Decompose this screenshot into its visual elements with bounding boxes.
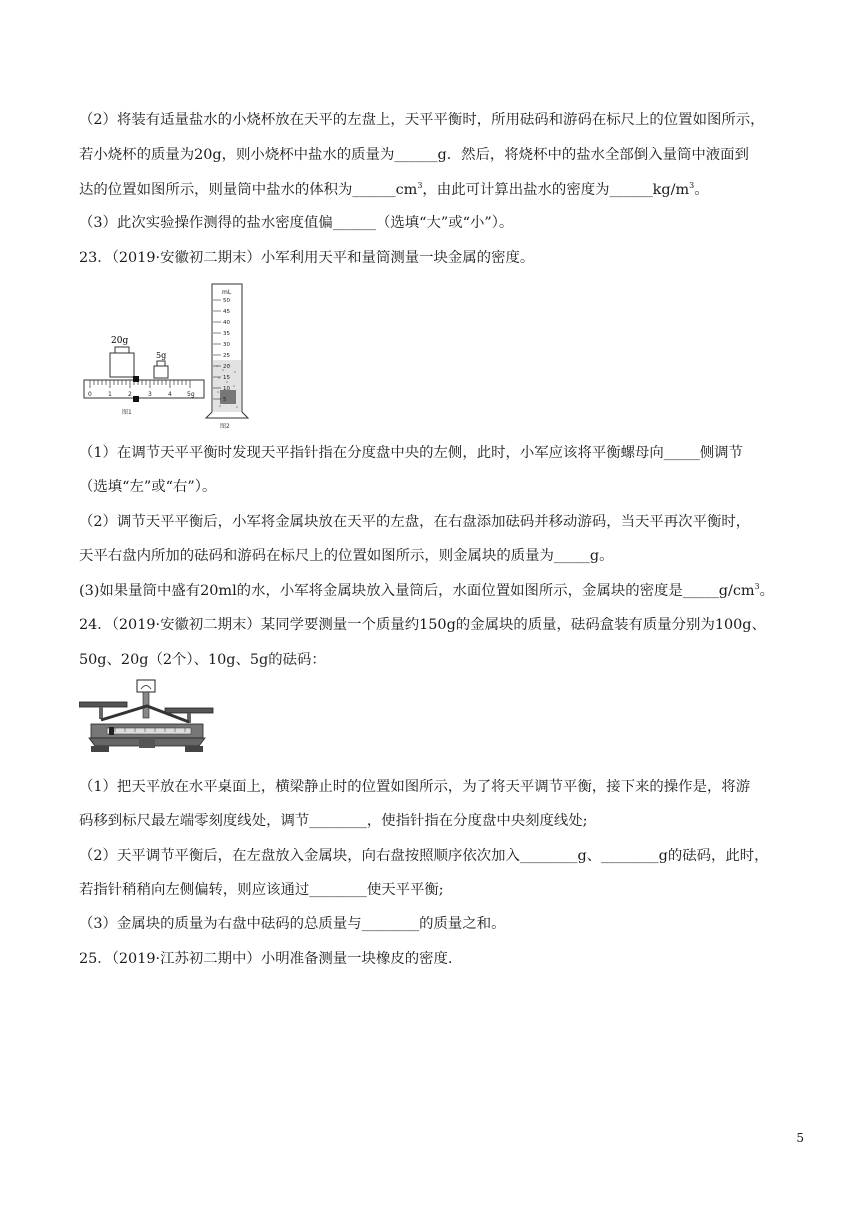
cylinder-tick-label: 50 (223, 298, 230, 304)
text-line: （1）把天平放在水平桌面上，横梁静止时的位置如图所示，为了将天平调节平衡，接下来的操作是，将游 (79, 779, 751, 795)
text-line: （3）金属块的质量为右盘中砝码的总质量与________的质量之和。 (79, 916, 506, 932)
text-line: 50g、20g（2个）、10g、5g的砝码： (79, 652, 326, 668)
balance-scale-and-cylinder-figure (82, 282, 252, 430)
scale-tick-label: 4 (168, 391, 172, 398)
scale-tick-label: 2 (128, 391, 132, 398)
text-line: （2）调节天平平衡后，小军将金属块放在天平的左盘，在右盘添加砝码并移动游码，当天平再次平衡时， (79, 514, 751, 530)
tray-balance-figure (79, 676, 215, 760)
cylinder-tick-label: 40 (223, 320, 230, 326)
text-line: 若指针稍稍向左侧偏转，则应该通过________使天平平衡; (79, 882, 444, 898)
text-line: 天平右盘内所加的砝码和游码在标尺上的位置如图所示，则金属块的质量为_____g。 (79, 548, 614, 564)
cylinder-tick-label: 25 (223, 353, 230, 359)
figure-caption: 图2 (220, 423, 230, 430)
text-line: （选填“左”或“右”）。 (79, 479, 217, 495)
balance-icon (79, 680, 213, 752)
cylinder-tick-label: 5 (223, 397, 227, 403)
text-line: 若小烧杯的质量为20g，则小烧杯中盐水的质量为______g．然后，将烧杯中的盐水全部倒入量筒中液面到 (79, 147, 749, 163)
text-line: (3)如果量筒中盛有20ml的水，小军将金属块放入量筒后，水面位置如图所示，金属块的密度是$\_\_\_\_\_g/cm^3$。 (79, 582, 775, 599)
text-line: 达的位置如图所示，则量筒中盐水的体积为$\_\_\_\_\_\_cm^3$，由此可计算出盐水的密度为$\_\_\_\_\_\_kg/m^3$。 (79, 181, 709, 198)
question-25-title: 25．（2019·江苏初二期中）小明准备测量一块橡皮的密度. (79, 951, 453, 967)
text-line: （1）在调节天平平衡时发现天平指针指在分度盘中央的左侧，此时，小军应该将平衡螺母向_____侧调节 (79, 445, 743, 461)
rider-marker (133, 376, 139, 382)
cylinder-tick-label: 35 (223, 331, 230, 337)
text-line: （2）天平调节平衡后，在左盘放入金属块，向右盘按照顺序依次加入________g、________g的砝码，此时， (79, 848, 769, 864)
page-number: 5 (796, 1131, 804, 1145)
weight-20g-icon (110, 347, 134, 377)
text-line: （3）此次实验操作测得的盐水密度值偏______（选填“大”或“小”）。 (79, 215, 514, 231)
cylinder-tick-label: 20 (223, 364, 230, 370)
scale-tick-label: 3 (148, 391, 152, 398)
weight-5g-label: 5g (156, 351, 167, 360)
cylinder-tick-label: 15 (223, 375, 230, 381)
cylinder-tick-label: 10 (223, 386, 230, 392)
scale-tick-label: 5g (187, 391, 195, 398)
text-line: 码移到标尺最左端零刻度线处，调节________，使指针指在分度盘中央刻度线处; (79, 813, 588, 829)
text-line: （2）将装有适量盐水的小烧杯放在天平的左盘上，天平平衡时，所用砝码和游码在标尺上的位置如图所示， (79, 112, 765, 128)
weight-20g-label: 20g (111, 336, 129, 346)
figure-caption: 图1 (122, 409, 132, 416)
cylinder-tick-label: 30 (223, 342, 230, 348)
cylinder-unit-label: mL (222, 289, 232, 296)
rider-marker (133, 396, 139, 402)
question-24-title: 24．（2019·安徽初二期末）某同学要测量一个质量约150g的金属块的质量，砝码盒装有质量分别为100g、 (79, 617, 766, 633)
question-23-title: 23．（2019·安徽初二期末）小军利用天平和量筒测量一块金属的密度。 (79, 250, 535, 266)
cylinder-tick-label: 45 (223, 309, 230, 315)
scale-tick-label: 1 (108, 391, 112, 398)
graduated-cylinder-icon (206, 284, 248, 418)
scale-tick-label: 0 (88, 391, 92, 398)
weight-5g-icon (154, 361, 168, 378)
